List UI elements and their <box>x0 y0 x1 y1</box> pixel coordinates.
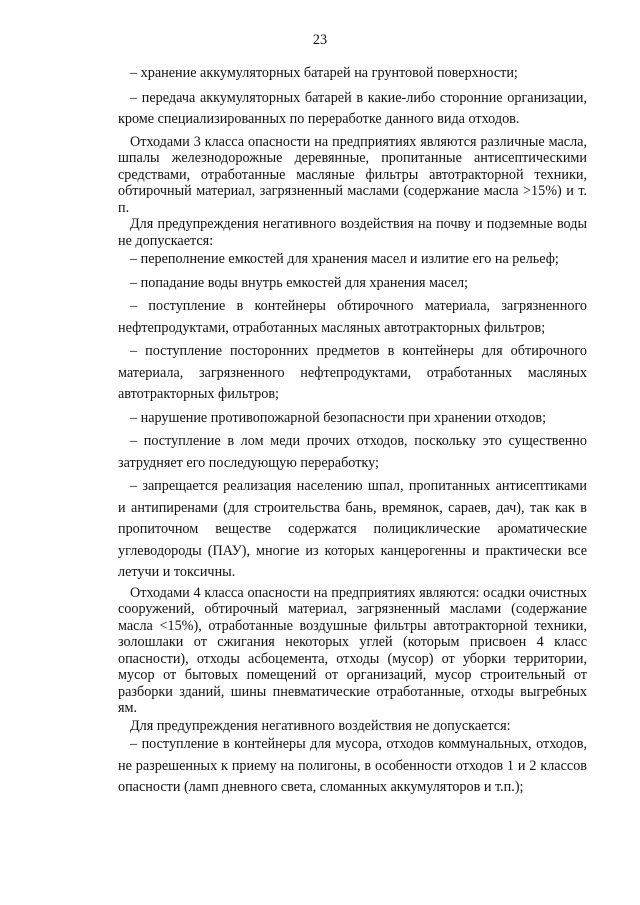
page-number: 23 <box>312 32 328 48</box>
paragraph-battery-transfer: – передача аккумуляторных батарей в какие-либо сторонние организации, кроме специализированных по переработке данного вида отходов. <box>118 89 587 127</box>
paragraph-prevention-intro-2: Для предупреждения негативного воздействия не допускается: <box>130 717 511 734</box>
paragraph-class4-waste: Отходами 4 класса опасности на предприятиях являются: осадки очистных сооружений, обтирочный материал, загрязненный маслами (содержание масла <15%), отработанные воздушные фильтры автотракторной техники, золошлаки от сжигания некоторых углей (которым присвоен 4 класс опасности), отходы асбоцемента, отходы (мусор) от уборки территории, мусор от бытовых помещений от организаций, мусор строительный от разборки зданий, шины пневматические отработанные, отходы выгребных ям. <box>118 584 587 716</box>
paragraph-class3-waste: Отходами 3 класса опасности на предприятиях являются различные масла, шпалы железнодорожные деревянные, пропитанные антисептическими средствами, отработанные масляные фильтры автотракторной техники, обтирочный материал, загрязненный маслами (содержание масла >15%) и т. п. <box>118 133 587 216</box>
document-body <box>118 63 587 799</box>
paragraph-copper-scrap: – поступление в лом меди прочих отходов, поскольку это существенно затрудняет его последующую переработку; <box>118 433 587 471</box>
paragraph-fire-safety: – нарушение противопожарной безопасности при хранении отходов; <box>130 409 547 426</box>
paragraph-wiping-material: – поступление в контейнеры обтирочного материала, загрязненного нефтепродуктами, отработанных масляных автотракторных фильтров; <box>118 298 587 336</box>
paragraph-sleepers-sale: – запрещается реализация населению шпал, пропитанных антисептиками и антипиренами (для строительства бань, времянок, сараев, дач), так как в пропиточном веществе содержатся полициклические ароматические углеводороды (ПАУ), многие из которых канцерогенны и практически все летучи и токсичны. <box>118 478 587 580</box>
paragraph-garbage-containers: – поступление в контейнеры для мусора, отходов коммунальных, отходов, не разрешенных к приему на полигоны, в особенности отходов 1 и 2 классов опасности (ламп дневного света, сломанных аккумуляторов и т.п.); <box>118 736 587 795</box>
paragraph-battery-storage: – хранение аккумуляторных батарей на грунтовой поверхности; <box>130 65 518 81</box>
paragraph-prevention-intro: Для предупреждения негативного воздействия на почву и подземные воды не допускается: <box>118 216 587 249</box>
paragraph-tank-overflow: – переполнение емкостей для хранения масел и излитие его на рельеф; <box>130 251 559 267</box>
paragraph-water-ingress: – попадание воды внутрь емкостей для хранения масел; <box>130 274 469 291</box>
paragraph-foreign-objects: – поступление посторонних предметов в контейнеры для обтирочного материала, загрязненного нефтепродуктами, отработанных масляных автотракторных фильтров; <box>118 343 587 402</box>
